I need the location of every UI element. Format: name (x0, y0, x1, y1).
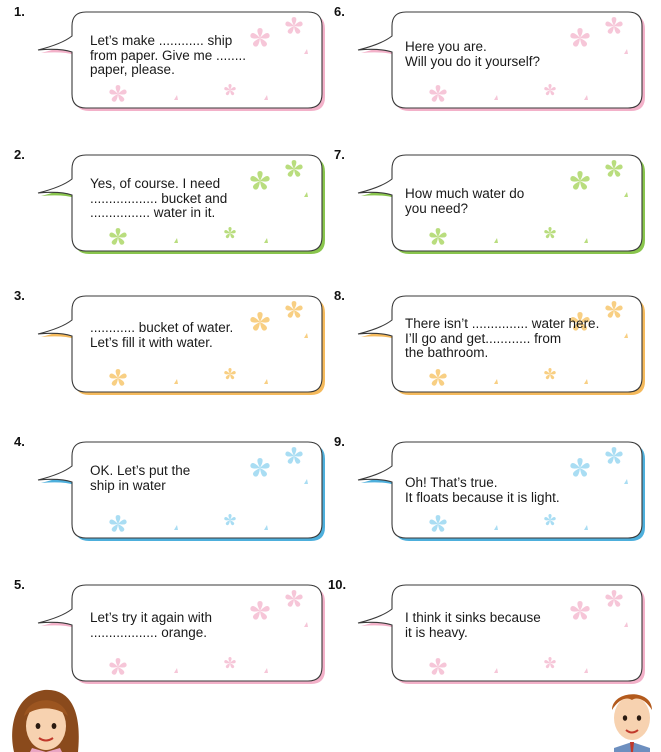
item-number: 9. (334, 434, 345, 449)
item-number: 8. (334, 288, 345, 303)
item-number: 7. (334, 147, 345, 162)
item-number: 1. (14, 4, 25, 19)
bubble-text: OK. Let’s put the ship in water (90, 463, 191, 493)
girl-avatar-icon (6, 686, 86, 752)
bubble-text: I think it sinks because it is heavy. (405, 610, 541, 640)
dialogue-item-2 (14, 147, 324, 257)
bubble-text: ............ bucket of water. Let’s fill it with water. (90, 320, 234, 350)
bubble-text: There isn’t ............... water here. I’ll go and get............ from the bathroom. (405, 316, 600, 360)
bubble-text: Let’s make ............ ship from paper. Give me ........ paper, please. (90, 33, 247, 77)
bubble-text: Oh! That’s true. It floats because it is light. (405, 475, 560, 505)
dialogue-item-7 (334, 147, 644, 257)
dialogue-item-5 (14, 577, 324, 687)
bubble-text: Yes, of course. I need .................. bucket and ................ water in it. (90, 176, 228, 220)
item-number: 5. (14, 577, 25, 592)
boy-avatar-icon (604, 684, 660, 752)
dialogue-item-10 (328, 577, 644, 687)
item-number: 6. (334, 4, 345, 19)
item-number: 10. (328, 577, 347, 592)
dialogue-item-4 (14, 434, 324, 544)
dialogue-item-3 (14, 288, 324, 398)
bubble-text: Here you are. Will you do it yourself? (405, 39, 541, 69)
item-number: 2. (14, 147, 25, 162)
bubble-text: Let’s try it again with .................. orange. (90, 610, 213, 640)
dialogue-item-6 (334, 4, 644, 114)
item-number: 4. (14, 434, 25, 449)
dialogue-item-8 (334, 288, 644, 398)
item-number: 3. (14, 288, 25, 303)
bubble-text: How much water do you need? (405, 186, 525, 216)
dialogue-item-9 (334, 434, 644, 544)
dialogue-item-1 (14, 4, 324, 114)
